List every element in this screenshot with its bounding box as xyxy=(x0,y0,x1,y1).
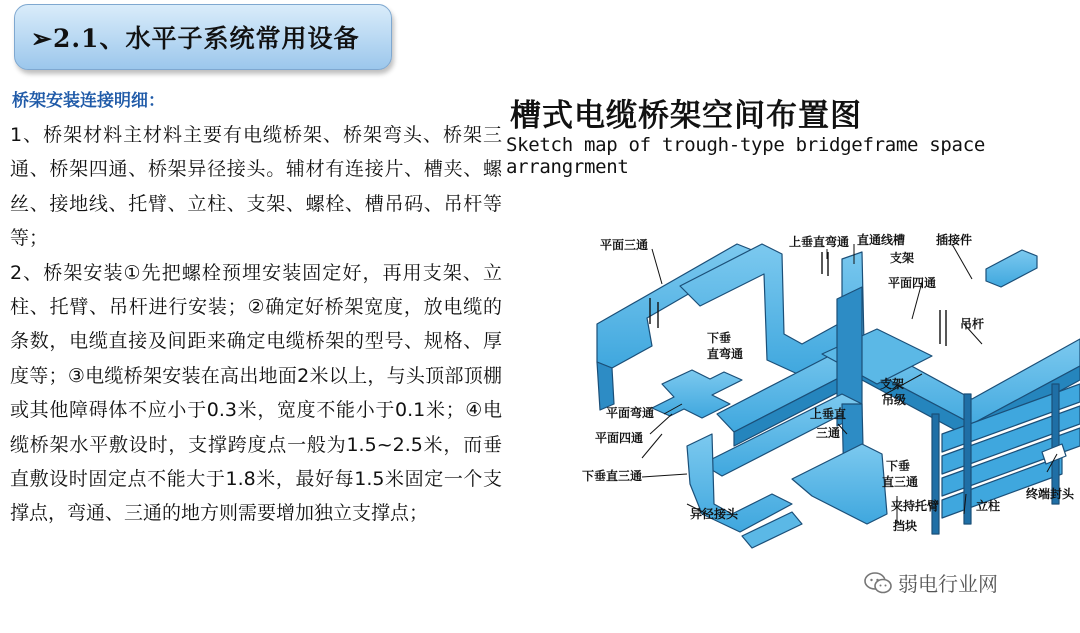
label-xczst-1: 下垂 xyxy=(886,459,911,473)
tray-plug-block xyxy=(986,250,1037,287)
label-jctb: 夹持托臂 xyxy=(891,499,940,513)
label-zj-top: 支架 xyxy=(890,251,915,265)
label-dk: 挡块 xyxy=(893,519,918,533)
label-sczwt: 上垂直弯通 xyxy=(789,235,850,249)
label-sczst-1: 上垂直 xyxy=(810,407,847,421)
watermark xyxy=(864,568,998,597)
paragraph-materials: 1、桥架材料主材料主要有电缆桥架、桥架弯头、桥架三通、桥架四通、桥架异径接头。辅材有连接片、槽夹、螺丝、接地线、托臂、立柱、支架、螺栓、槽吊码、吊杆等等； xyxy=(10,124,502,250)
section-subheading: 桥架安装连接明细： xyxy=(12,91,165,111)
watermark-text: 弱电行业网 xyxy=(898,572,998,596)
label-yjjt: 异径接头 xyxy=(690,507,739,521)
label-pm4t-top: 平面四通 xyxy=(888,276,937,290)
paragraph-installation: 2、桥架安装①先把螺栓预埋安装固定好，再用支架、立柱、托臂、吊杆进行安装；②确定好桥架宽度，放电缆的条数，电缆直接及间距来确定电缆桥架的型号、规格、厚度等；③电缆桥架安装在高出地面2米以上，与头顶部顶棚或其他障碍体不应小于0.3米，宽度不能小于0.1米；④电缆桥架水平敷设时，支撑跨度点一般为1.5~2.5米，而垂直敷设时固定点不能大于1.8米，最好每1.5米固定一个支撑点，弯通、三通的地方则需要增加独立支撑点； xyxy=(10,261,502,525)
label-zdft: 终端封头 xyxy=(1026,487,1075,501)
label-zj-dj-1: 支架 xyxy=(880,377,905,391)
label-xczwt-2: 直弯通 xyxy=(707,347,744,361)
cable-tray-figure xyxy=(502,84,1080,633)
label-sczst-2: 三通 xyxy=(816,426,841,440)
slide-title: ➢2.1、水平子系统常用设备 xyxy=(31,24,360,53)
label-xczwt-1: 下垂 xyxy=(707,331,732,345)
label-lz: 立柱 xyxy=(976,499,1001,513)
label-pm4t-left: 平面四通 xyxy=(595,431,644,445)
label-zj-dj-2: 吊级 xyxy=(882,393,907,407)
label-pm3t-top: 平面三通 xyxy=(600,238,649,252)
tray-lower-bend xyxy=(792,444,887,524)
label-dg: 吊杆 xyxy=(960,317,985,331)
label-xczst-2: 直三通 xyxy=(882,475,919,489)
body-text xyxy=(10,118,502,531)
label-ztxc: 直通线槽 xyxy=(857,233,906,247)
slide-title-box xyxy=(14,4,392,70)
tray-left-branch xyxy=(597,362,614,410)
label-crj: 插接件 xyxy=(936,233,973,247)
label-pmwt: 平面弯通 xyxy=(606,406,655,420)
label-xczst-left: 下垂直三通 xyxy=(582,469,643,483)
figure-title: 槽式电缆桥架空间布置图 xyxy=(510,98,862,134)
figure-subtitle: Sketch map of trough-type bridgeframe space arrangrment xyxy=(506,134,985,178)
wechat-icon xyxy=(864,572,892,594)
